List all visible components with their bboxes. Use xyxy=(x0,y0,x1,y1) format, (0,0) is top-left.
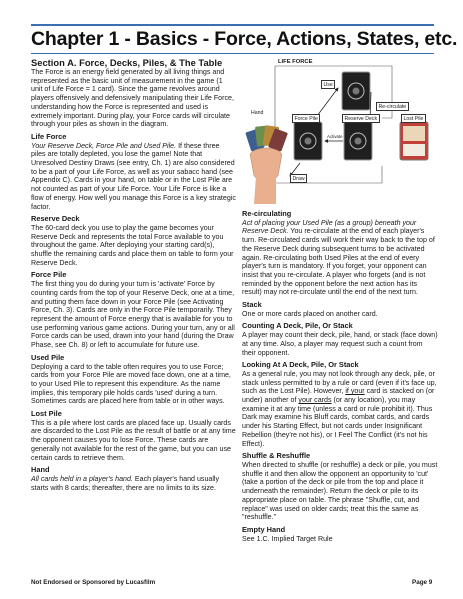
reserve-deck-heading: Reserve Deck xyxy=(31,214,80,224)
looking-text-2: card is stacked on (or under) another of xyxy=(242,387,435,405)
recirculating-definition: Act of placing your Used Pile (as a group) beneath your Reserve Deck. xyxy=(242,218,417,236)
hand-heading: Hand xyxy=(31,465,50,475)
footer-disclaimer: Not Endorsed or Sponsored by Lucasfilm xyxy=(31,579,156,586)
intro-paragraph: The Force is an energy field generated by all living things and represented as the basic unit of measurement in the game (1 unit of Life Force = 1 card). Since the game revolves around players offensively and defensively manipulating their Life Force, understanding how the Force is represented and used is extremely important. During play, your Force cards will circulate through your piles as shown in the diagram. xyxy=(31,68,234,129)
lost-pile-card xyxy=(400,122,428,160)
title-underline xyxy=(31,53,434,54)
counting-paragraph: A player may count their deck, pile, hand, or stack (face down) at any time. Also, a player may request such a count from their opponent. xyxy=(242,331,438,357)
hand-label: Hand xyxy=(251,110,264,116)
lost-pile-label: Lost Pile xyxy=(401,114,426,123)
used-pile-card xyxy=(342,72,370,110)
stack-paragraph: One or more cards placed on another card. xyxy=(242,309,378,318)
reserve-deck-card xyxy=(344,122,372,160)
section-title: Section A. Force, Decks, Piles, & The Table xyxy=(31,57,223,68)
looking-heading: Looking At A Deck, Pile, Or Stack xyxy=(242,360,359,370)
shuffle-heading: Shuffle & Reshuffle xyxy=(242,451,311,461)
force-pile-paragraph: The first thing you do during your turn is 'activate' Force by counting cards from the top of your Reserve Deck, one at a time, and putting them face down in your Force Pile (see Activating Force, Ch. 3). Cards are only in the Force Pile temporarily. They represent the amount of Force energy that is available for you to use performing various game actions. During your turn, any or all Force cards can be used, drawn into your hand (during the Draw Phase, see Ch. 8) or left to accumulate for future use. xyxy=(31,280,235,350)
force-pile-heading: Force Pile xyxy=(31,270,67,280)
empty-hand-heading: Empty Hand xyxy=(242,524,286,534)
left-column xyxy=(31,56,236,492)
activate-label: Activate xyxy=(327,134,343,139)
looking-text-3: (or any location), you may examine it at any time (unless a card or rule prohibit it). Thus Dark may examine his Bluff cards, combat cards, and cards under his Starting Effect, but not cards under Insignificant Rebellion (they're not his), or I Feel The Conflict (it's not his Effect). xyxy=(242,396,433,448)
empty-hand-paragraph: See 1.C. Implied Target Rule xyxy=(242,534,333,543)
life-force-paragraph xyxy=(31,142,236,212)
looking-paragraph xyxy=(242,370,438,448)
force-flow-diagram xyxy=(242,58,438,206)
top-rule xyxy=(31,24,434,26)
recirculating-body: You re-circulate at the end of each player's turn. Re-circulated cards will work their way back to the top of the Reserve Deck during subsequent turns to be activated again. Re-circulating both Used Piles at the end of every player's turn is mandatory. If you forget, your opponent can insist that you re-circulate. A player who forgets (and is not reminded by the opponent before the next action has its result) may not re-circulate until the end of the next turn. xyxy=(242,227,435,297)
right-column xyxy=(242,210,438,543)
hand-holding-cards-image xyxy=(245,125,288,204)
use-label: Use xyxy=(321,80,335,89)
lost-pile-paragraph: This is a pile where lost cards are placed face up. Usually cards are discarded to the Lost Pile as the result of battle or at any time the opponent causes you to lose Force. These cards are generally not available for the rest of the game, but you can use certain cards to retrieve them. xyxy=(31,418,236,462)
chapter-title: Chapter 1 - Basics - Force, Actions, States, etc. xyxy=(31,28,458,50)
force-pile-label: Force Pile xyxy=(292,114,320,123)
stack-heading: Stack xyxy=(242,300,262,310)
hand-body: Each player's hand usually starts with 8 cards; thereafter, there are no limits to its size. xyxy=(31,474,220,492)
looking-text-1: As a general rule, you may not look through any deck, pile, or stack unless permitted to by a rule or card (even if it's face up, such as the Lost Pile). However, xyxy=(242,369,437,396)
looking-underline-1: if your xyxy=(345,387,365,396)
counting-heading: Counting A Deck, Pile, Or Stack xyxy=(242,321,353,331)
life-force-label: LIFE FORCE xyxy=(278,59,313,65)
life-force-body: If these three piles are totally depleted, you lose the game! Note that Unresolved Destiny Draws (see entry, Ch. 1) are also considered to be a part of your Life Force, as well as your sabacc hand (see Appendix C). Cards in your hand, on table or in the Lost Pile are not counted as part of your Life Force. Your Life Force is like a flow of energy. How well you manage this Force is a key strategic factor. xyxy=(31,141,236,211)
life-force-boundary xyxy=(275,66,392,118)
life-force-definition: Your Reserve Deck, Force Pile and Used Pile. xyxy=(31,141,177,150)
page-number: Page 9 xyxy=(412,579,433,586)
diagram-graphics xyxy=(242,58,438,206)
recirculating-paragraph xyxy=(242,219,438,297)
shuffle-paragraph: When directed to shuffle (or reshuffle) a deck or pile, you must shuffle it and then allow the opponent an opportunity to 'cut' (take a portion of the deck or pile from the top and place it underneath the remainder). Return the deck or pile to its appropriate place on table. The phrase "Shuffle, cut, and replace" was used on older cards; treat this the same as "reshuffle." xyxy=(242,460,438,522)
draw-label: Draw xyxy=(290,174,307,183)
recirculate-label: Re-circulate xyxy=(376,102,409,111)
used-pile-heading: Used Pile xyxy=(31,352,65,362)
reserve-deck-label: Reserve Deck xyxy=(342,114,380,123)
used-pile-paragraph: Deploying a card to the table often requires you to use Force; cards from your Force Pile are moved face down, one at a time, to your Used Pile to represent this expenditure. As the name implies, this temporary pile holds cards 'used' during a turn. Sometimes cards are placed here from table or in other ways. xyxy=(31,362,231,406)
reserve-deck-paragraph: The 60-card deck you use to play the game becomes your Reserve Deck and represents the total Force available to you throughout the game. After deploying your starting card(s), shuffle the remaining cards and place them on table to form your Reserve Deck. xyxy=(31,223,234,267)
recirculating-heading: Re-circulating xyxy=(242,209,292,218)
lost-pile-heading: Lost Pile xyxy=(31,409,62,419)
life-force-heading: Life Force xyxy=(31,131,67,141)
hand-definition: All cards held in a player's hand. xyxy=(31,474,133,483)
force-pile-card xyxy=(294,122,322,160)
hand-paragraph xyxy=(31,475,236,492)
looking-underline-2: your cards xyxy=(298,396,332,405)
